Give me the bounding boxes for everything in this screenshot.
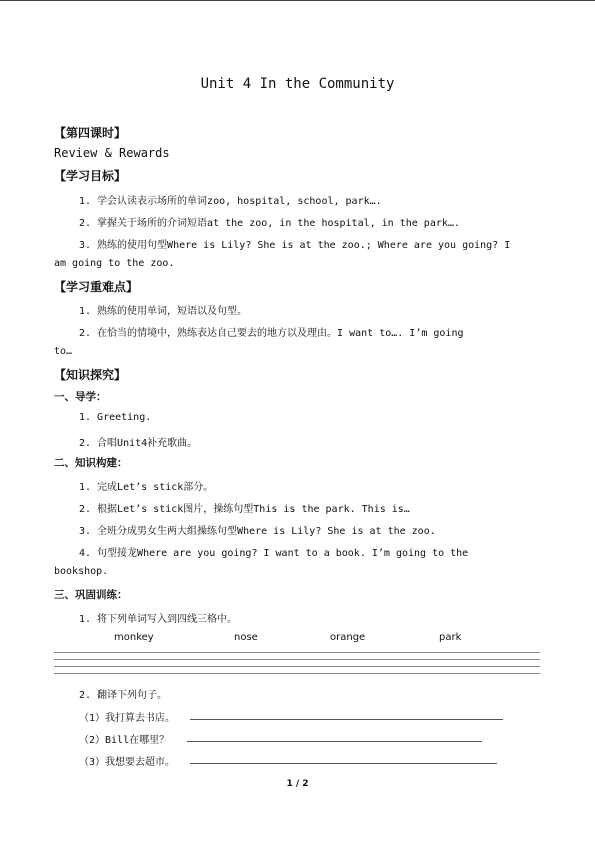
exploration-heading: 【知识探究】 — [54, 368, 127, 382]
section-heading-practice: 三、巩固训练： — [54, 589, 128, 601]
key-point-item: 1. 熟练的使用单词，短语以及句型。 — [79, 306, 248, 317]
top-border — [0, 0, 595, 1]
vocab-word: orange — [330, 632, 366, 643]
construction-item: 3. 全班分成男女生两大组操练句型Where is Lily? She is at the zoo. — [79, 526, 436, 537]
guide-item: 1. Greeting. — [79, 412, 152, 423]
answer-blank[interactable] — [187, 741, 482, 742]
objective-item: 1. 学会认读表示场所的单词zoo, hospital, school, park…. — [79, 196, 382, 207]
answer-blank[interactable] — [190, 763, 497, 764]
key-point-item: 2. 在恰当的情境中，熟练表达自己要去的地方以及理由。I want to…. I’m going — [79, 328, 464, 339]
objective-item: 2. 掌握关于场所的介词短语at the zoo, in the hospital, in the park…. — [79, 218, 460, 229]
section-heading-guide: 一、导学： — [54, 391, 107, 403]
objectives-heading: 【学习目标】 — [54, 169, 127, 183]
lesson-heading: 【第四课时】 — [54, 126, 127, 140]
vocab-word: monkey — [114, 632, 154, 643]
construction-item-continued: bookshop. — [54, 566, 109, 577]
page-title: Unit 4 In the Community — [200, 76, 395, 92]
guide-item: 2. 合唱Unit4补充歌曲。 — [79, 438, 198, 449]
key-point-item-continued: to… — [54, 346, 73, 357]
translation-sentence: （3）我想要去超市。 — [79, 757, 176, 768]
key-points-heading: 【学习重难点】 — [54, 280, 139, 294]
four-line-grid-line — [54, 652, 540, 653]
review-title: Review & Rewards — [54, 146, 170, 160]
construction-item: 4. 句型接龙Where are you going? I want to a book. I’m going to the — [79, 548, 469, 559]
objective-item-continued: am going to the zoo. — [54, 258, 175, 269]
translation-sentence: （2）Bill在哪里？ — [79, 735, 170, 746]
practice-item: 2. 翻译下列句子。 — [79, 690, 168, 701]
practice-item: 1. 将下列单词写入到四线三格中。 — [79, 614, 238, 625]
objective-item: 3. 熟练的使用句型Where is Lily? She is at the zoo.; Where are you going? I — [79, 240, 511, 251]
section-heading-construction: 二、知识构建： — [54, 457, 128, 469]
four-line-grid-line — [54, 659, 540, 660]
answer-blank[interactable] — [190, 719, 503, 720]
four-line-grid-line — [54, 666, 540, 667]
vocab-word: nose — [234, 632, 258, 643]
page-number: 1 / 2 — [286, 779, 309, 789]
vocab-word: park — [439, 632, 462, 643]
construction-item: 1. 完成Let’s stick部分。 — [79, 482, 214, 493]
translation-sentence: （1）我打算去书店。 — [79, 713, 176, 724]
construction-item: 2. 根据Let’s stick图片，操练句型This is the park. This is… — [79, 504, 410, 515]
four-line-grid-line — [54, 673, 540, 674]
